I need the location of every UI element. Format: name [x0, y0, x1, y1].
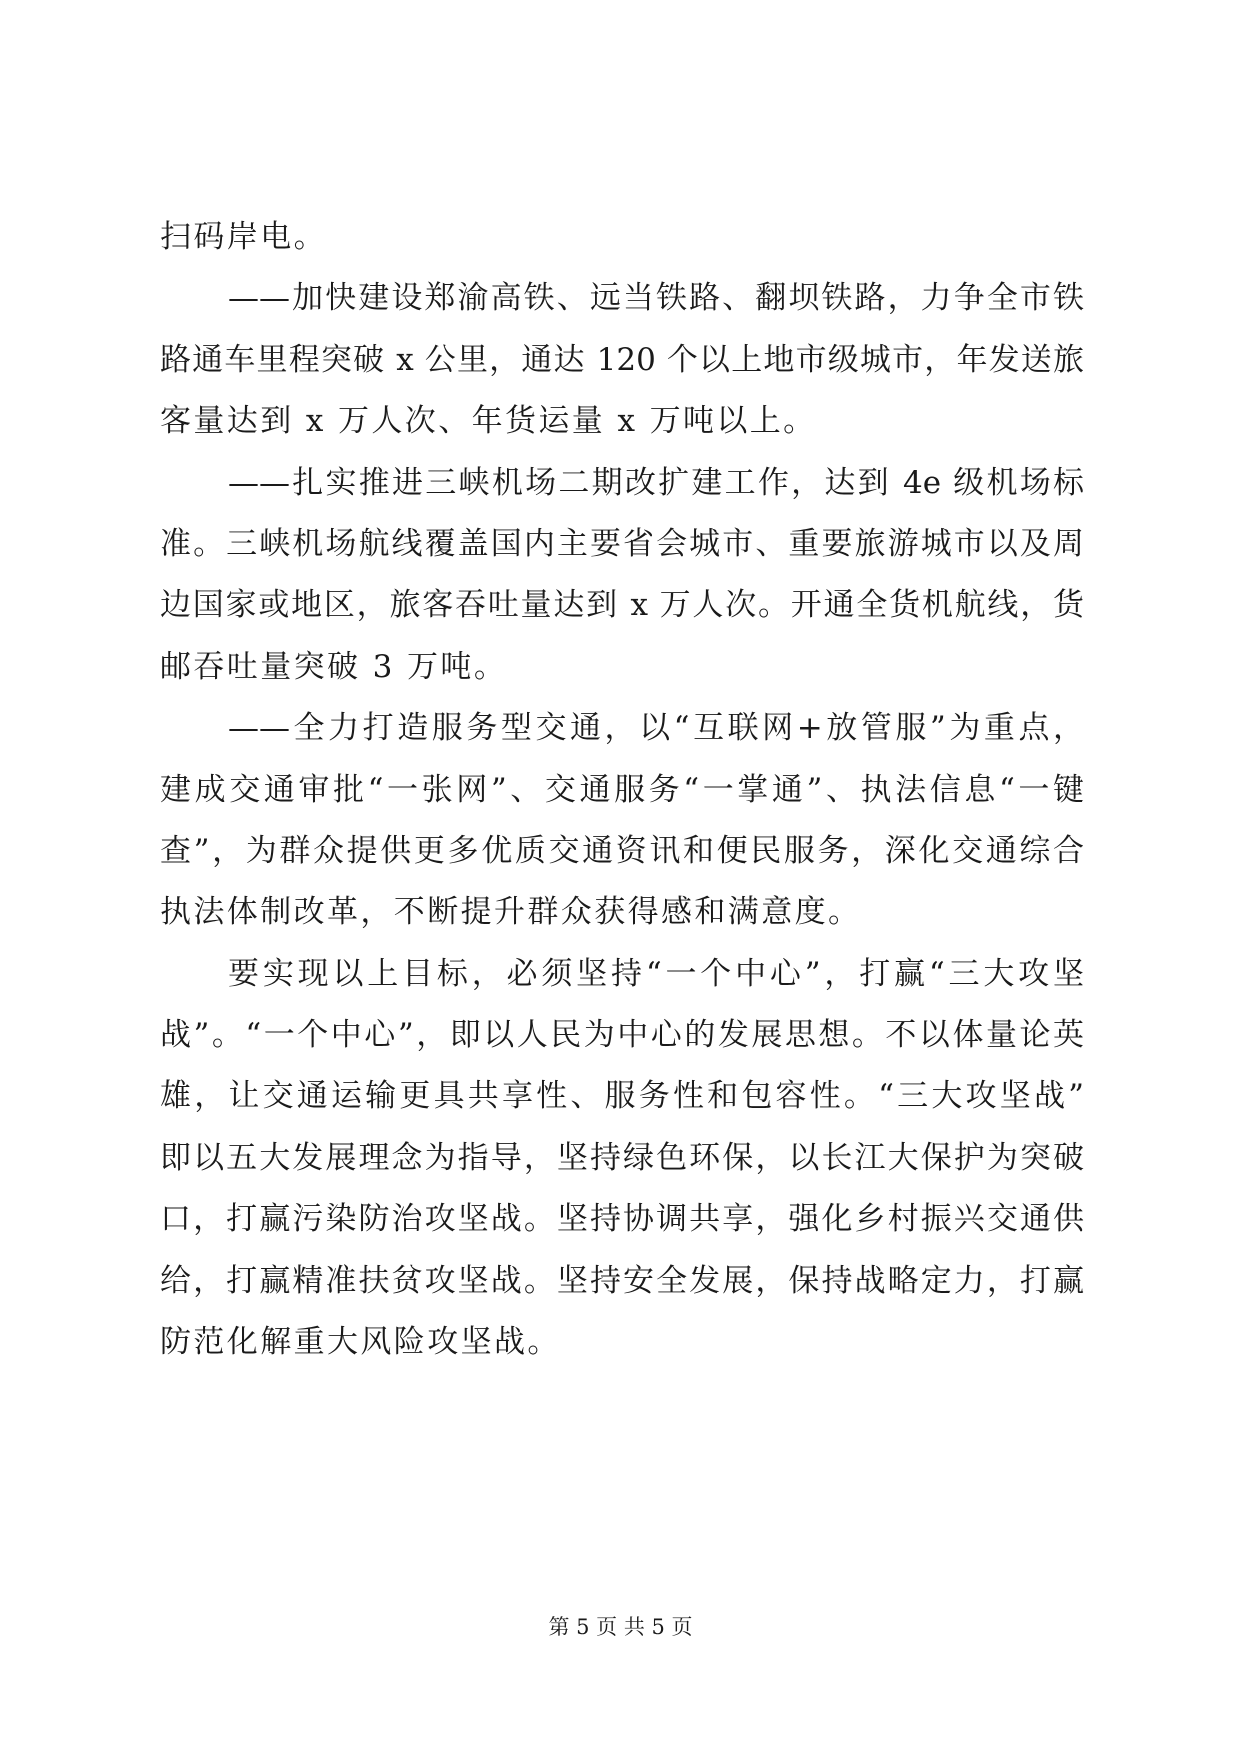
- text-line: 口，打赢污染防治攻坚战。坚持协调共享，强化乡村振兴交通供: [160, 1201, 1084, 1238]
- document-body: [160, 207, 1084, 1373]
- text-line: 客量达到 x 万人次、年货运量 x 万吨以上。: [160, 403, 817, 440]
- page-footer: [0, 1612, 1241, 1642]
- text-line: 扫码岸电。: [160, 219, 327, 255]
- text-line: 即以五大发展理念为指导，坚持绿色环保，以长江大保护为突破: [160, 1139, 1084, 1176]
- text-line: 防范化解重大风险攻坚战。: [160, 1324, 561, 1361]
- text-line: 邮吞吐量突破 3 万吨。: [160, 648, 508, 685]
- text-line: ——扎实推进三峡机场二期改扩建工作，达到 4e 级机场标: [228, 464, 1084, 501]
- text-line: ——加快建设郑渝高铁、远当铁路、翻坝铁路，力争全市铁: [228, 280, 1084, 317]
- text-line: 战”。“一个中心”，即以人民为中心的发展思想。不以体量论英: [160, 1017, 1084, 1054]
- text-line: 要实现以上目标，必须坚持“一个中心”，打赢“三大攻坚: [228, 955, 1084, 992]
- text-line: 雄，让交通运输更具共享性、服务性和包容性。“三大攻坚战”: [160, 1078, 1084, 1115]
- text-line: 准。三峡机场航线覆盖国内主要省会城市、重要旅游城市以及周: [160, 525, 1084, 562]
- text-line: 边国家或地区，旅客吞吐量达到 x 万人次。开通全货机航线，货: [160, 587, 1084, 624]
- text-line: 执法体制改革，不断提升群众获得感和满意度。: [160, 894, 862, 931]
- text-line: 路通车里程突破 x 公里，通达 120 个以上地市级城市，年发送旅: [160, 341, 1084, 378]
- text-line: ——全力打造服务型交通，以“互联网+放管服”为重点，: [228, 710, 1084, 747]
- text-line: 查”，为群众提供更多优质交通资讯和便民服务，深化交通综合: [160, 832, 1084, 869]
- text-line: 给，打赢精准扶贫攻坚战。坚持安全发展，保持战略定力，打赢: [160, 1262, 1084, 1299]
- page-number-label: 第 5 页 共 5 页: [548, 1615, 693, 1639]
- text-line: 建成交通审批“一张网”、交通服务“一掌通”、执法信息“一键: [160, 771, 1084, 808]
